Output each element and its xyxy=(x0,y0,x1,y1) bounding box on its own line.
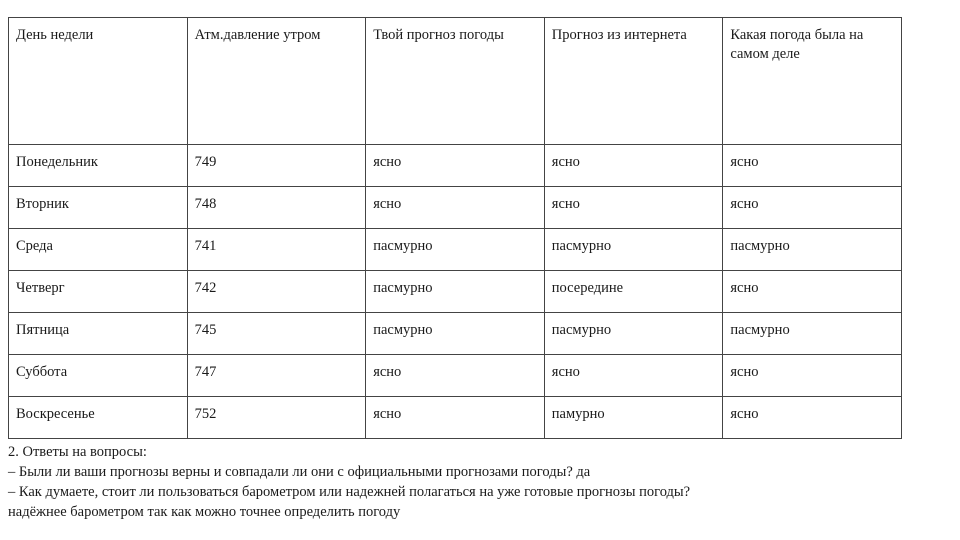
weather-table xyxy=(8,17,902,439)
cell-pressure: 741 xyxy=(187,229,366,271)
cell-pressure: 752 xyxy=(187,397,366,439)
answer-barometer: надёжнее барометром так как можно точнее определить погоду xyxy=(8,504,401,520)
answers-section xyxy=(8,442,948,522)
cell-actual-weather: ясно xyxy=(723,397,902,439)
cell-pressure: 745 xyxy=(187,313,366,355)
header-own-forecast: Твой прогноз погоды xyxy=(366,18,545,145)
cell-actual-weather: ясно xyxy=(723,187,902,229)
cell-own-forecast: пасмурно xyxy=(366,229,545,271)
cell-actual-weather: пасмурно xyxy=(723,229,902,271)
cell-day: Воскресенье xyxy=(9,397,188,439)
cell-actual-weather: ясно xyxy=(723,355,902,397)
cell-pressure: 749 xyxy=(187,145,366,187)
header-day: День недели xyxy=(9,18,188,145)
cell-own-forecast: пасмурно xyxy=(366,313,545,355)
cell-day: Среда xyxy=(9,229,188,271)
question-forecast-accuracy: – Были ли ваши прогнозы верны и совпадали ли они с официальными прогнозами погоды? да xyxy=(8,464,591,480)
cell-internet-forecast: пасмурно xyxy=(544,313,723,355)
cell-internet-forecast: ясно xyxy=(544,145,723,187)
table-row xyxy=(9,355,902,397)
cell-own-forecast: ясно xyxy=(366,145,545,187)
cell-day: Вторник xyxy=(9,187,188,229)
table-row xyxy=(9,145,902,187)
cell-pressure: 748 xyxy=(187,187,366,229)
table-row xyxy=(9,271,902,313)
table-header-row xyxy=(9,18,902,145)
table-row xyxy=(9,397,902,439)
cell-actual-weather: ясно xyxy=(723,145,902,187)
header-actual-weather: Какая погода была на самом деле xyxy=(723,18,902,145)
cell-own-forecast: ясно xyxy=(366,397,545,439)
cell-pressure: 742 xyxy=(187,271,366,313)
table-row xyxy=(9,229,902,271)
table-row xyxy=(9,313,902,355)
cell-actual-weather: пасмурно xyxy=(723,313,902,355)
cell-internet-forecast: ясно xyxy=(544,355,723,397)
header-internet-forecast: Прогноз из интернета xyxy=(544,18,723,145)
cell-pressure: 747 xyxy=(187,355,366,397)
cell-day: Четверг xyxy=(9,271,188,313)
header-pressure: Атм.давление утром xyxy=(187,18,366,145)
cell-own-forecast: пасмурно xyxy=(366,271,545,313)
cell-internet-forecast: посередине xyxy=(544,271,723,313)
cell-own-forecast: ясно xyxy=(366,187,545,229)
cell-day: Суббота xyxy=(9,355,188,397)
cell-internet-forecast: ясно xyxy=(544,187,723,229)
cell-day: Понедельник xyxy=(9,145,188,187)
question-barometer-or-forecast: – Как думаете, стоит ли пользоваться барометром или надежней полагаться на уже готовые прогнозы погоды? xyxy=(8,484,691,500)
cell-internet-forecast: памурно xyxy=(544,397,723,439)
cell-internet-forecast: пасмурно xyxy=(544,229,723,271)
table-row xyxy=(9,187,902,229)
cell-own-forecast: ясно xyxy=(366,355,545,397)
cell-actual-weather: ясно xyxy=(723,271,902,313)
answers-heading: 2. Ответы на вопросы: xyxy=(8,444,147,460)
cell-day: Пятница xyxy=(9,313,188,355)
